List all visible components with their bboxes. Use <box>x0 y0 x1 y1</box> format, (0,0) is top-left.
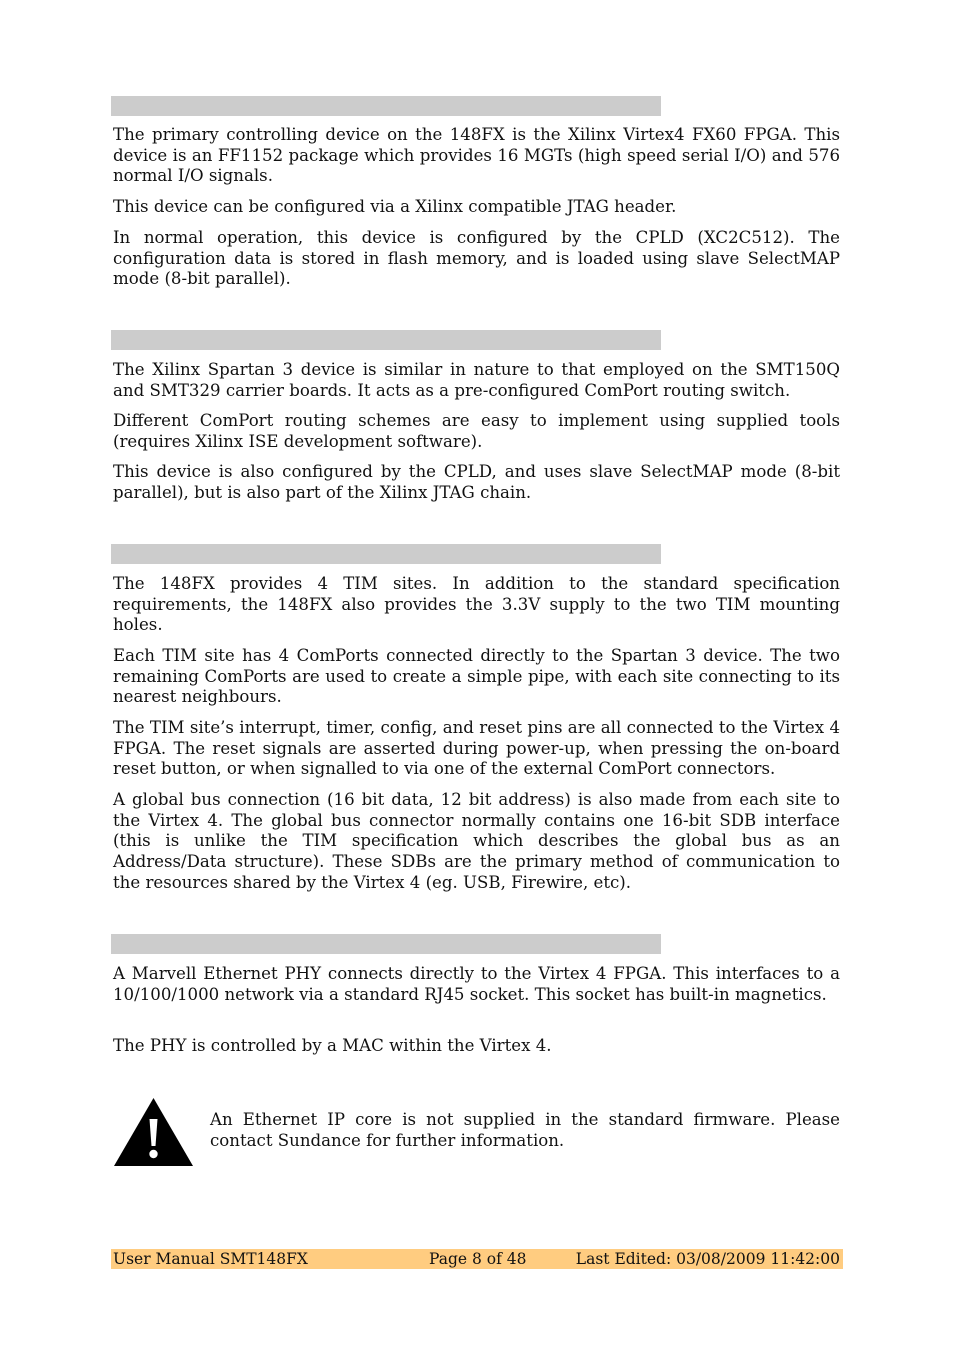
warning-triangle-icon <box>113 1097 194 1167</box>
paragraph: In normal operation, this device is configured by the CPLD (XC2C512). The configuration data is stored in flash memory, and is loaded using slave SelectMAP mode (8-bit parallel). <box>113 228 840 289</box>
paragraph: The PHY is controlled by a MAC within the Virtex 4. <box>113 1036 552 1055</box>
page-footer <box>111 1249 843 1269</box>
section-heading-bar-2 <box>111 330 661 350</box>
warning-text: An Ethernet IP core is not supplied in the standard firmware. Please contact Sundance for further information. <box>210 1110 840 1150</box>
section-heading-bar-1 <box>111 96 661 116</box>
footer-document-title: User Manual SMT148FX <box>113 1250 308 1268</box>
paragraph: A global bus connection (16 bit data, 12 bit address) is also made from each site to the Virtex 4. The global bus connector normally contains one 16-bit SDB interface (this is unlike the TIM specification which describes the global bus as an Address/Data structure). These SDBs are the primary method of communication to the resources shared by the Virtex 4 (eg. USB, Firewire, etc). <box>113 790 840 892</box>
footer-page-number: Page 8 of 48 <box>429 1250 527 1268</box>
section-heading-bar-4 <box>111 934 661 954</box>
footer-last-edited: Last Edited: 03/08/2009 11:42:00 <box>575 1250 840 1268</box>
paragraph: The 148FX provides 4 TIM sites. In addition to the standard specification requirements, the 148FX also provides the 3.3V supply to the two TIM mounting holes. <box>113 574 840 635</box>
paragraph: The TIM site’s interrupt, timer, config, and reset pins are all connected to the Virtex 4 FPGA. The reset signals are asserted during power-up, when pressing the on-board reset button, or when signalled to via one of the external ComPort connectors. <box>113 718 840 779</box>
paragraph: A Marvell Ethernet PHY connects directly to the Virtex 4 FPGA. This interfaces to a 10/100/1000 network via a standard RJ45 socket. This socket has built-in magnetics. <box>113 964 840 1004</box>
section-heading-bar-3 <box>111 544 661 564</box>
paragraph: Each TIM site has 4 ComPorts connected directly to the Spartan 3 device. The two remaining ComPorts are used to create a simple pipe, with each site connecting to its nearest neighbours. <box>113 646 840 707</box>
paragraph: The Xilinx Spartan 3 device is similar in nature to that employed on the SMT150Q and SMT329 carrier boards. It acts as a pre-configured ComPort routing switch. <box>113 360 840 400</box>
paragraph: The primary controlling device on the 148FX is the Xilinx Virtex4 FX60 FPGA. This device is an FF1152 package which provides 16 MGTs (high speed serial I/O) and 576 normal I/O signals. <box>113 125 840 186</box>
paragraph: This device is also configured by the CPLD, and uses slave SelectMAP mode (8-bit parallel), but is also part of the Xilinx JTAG chain. <box>113 462 840 502</box>
paragraph: Different ComPort routing schemes are easy to implement using supplied tools (requires Xilinx ISE development software). <box>113 411 840 451</box>
paragraph: This device can be configured via a Xilinx compatible JTAG header. <box>113 197 677 216</box>
